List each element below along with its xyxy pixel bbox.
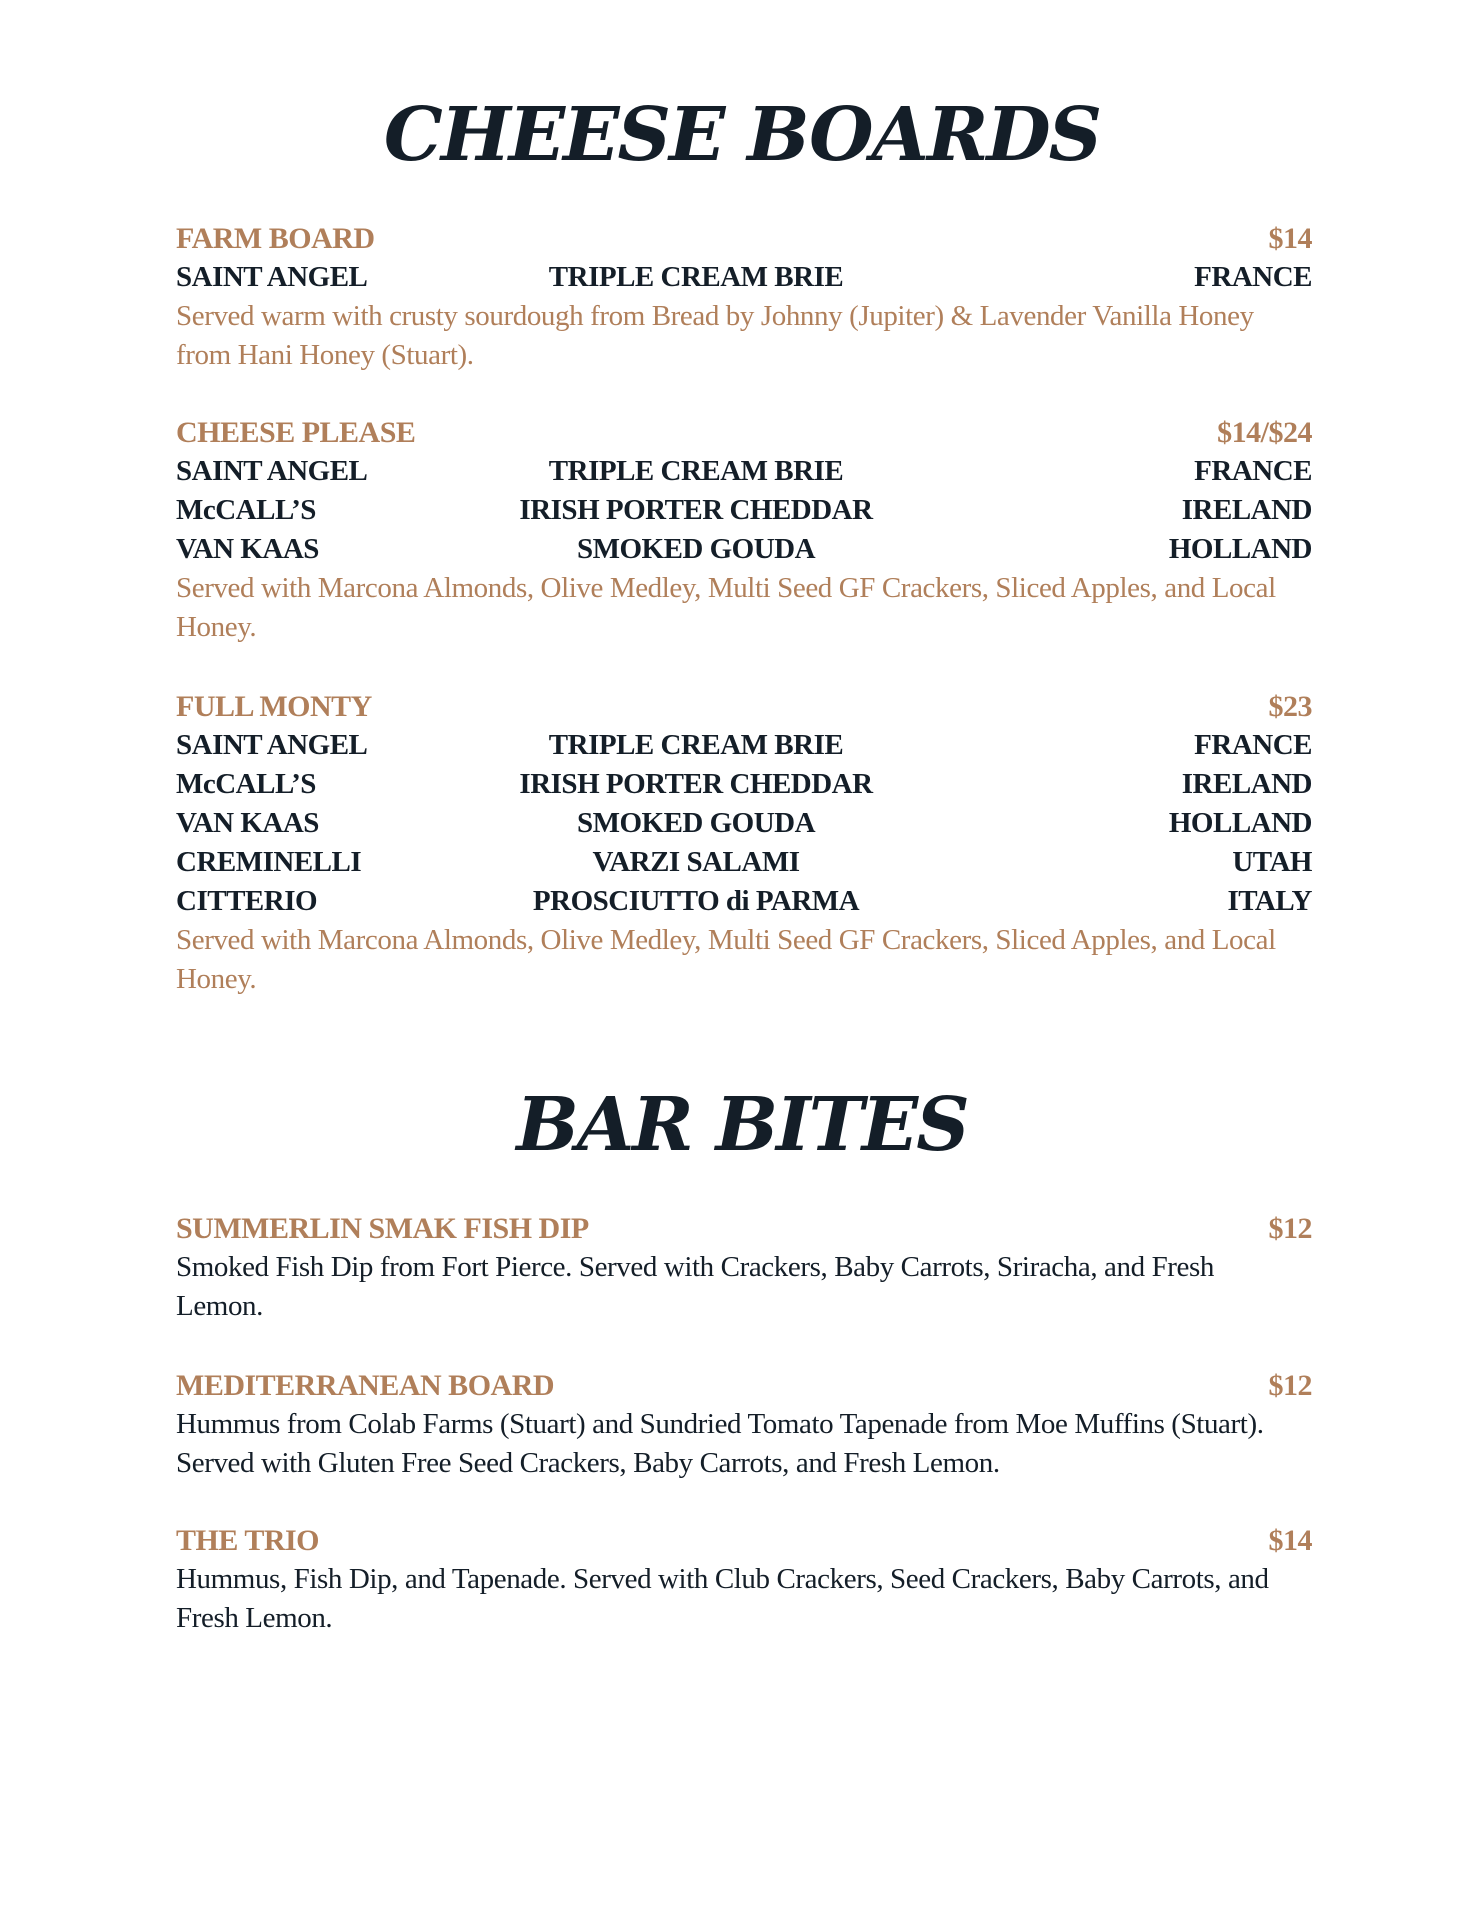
producer: VAN KAAS bbox=[176, 533, 319, 565]
board-item-row bbox=[176, 765, 1312, 804]
board-item-row bbox=[176, 491, 1312, 530]
board-item-row bbox=[176, 843, 1312, 882]
origin: HOLLAND bbox=[1168, 533, 1312, 565]
product: IRISH PORTER CHEDDAR bbox=[519, 494, 873, 526]
board-price: $14/$24 bbox=[1217, 416, 1312, 449]
producer: McCALL’S bbox=[176, 494, 316, 526]
item-price: $12 bbox=[1268, 1212, 1312, 1245]
origin: IRELAND bbox=[1181, 494, 1312, 526]
bar-bites-title: BAR BITES bbox=[516, 1082, 968, 1168]
product: PROSCIUTTO di PARMA bbox=[532, 885, 860, 917]
origin: IRELAND bbox=[1181, 768, 1312, 800]
origin: ITALY bbox=[1227, 885, 1312, 917]
product: TRIPLE CREAM BRIE bbox=[548, 729, 844, 761]
board-item-row bbox=[176, 804, 1312, 843]
board-name: CHEESE PLEASE bbox=[176, 416, 416, 449]
board-item-row bbox=[176, 258, 1312, 297]
mediterranean-board-item bbox=[176, 1367, 1312, 1483]
producer: VAN KAAS bbox=[176, 807, 319, 839]
origin: HOLLAND bbox=[1168, 807, 1312, 839]
product: SMOKED GOUDA bbox=[576, 533, 816, 565]
producer: SAINT ANGEL bbox=[176, 729, 368, 761]
item-name: SUMMERLIN SMAK FISH DIP bbox=[176, 1212, 589, 1245]
item-price: $12 bbox=[1268, 1369, 1312, 1402]
board-price: $23 bbox=[1268, 690, 1312, 723]
cheese-please-board bbox=[176, 414, 1312, 647]
origin: UTAH bbox=[1232, 846, 1312, 878]
board-header bbox=[176, 688, 1312, 726]
producer: CITTERIO bbox=[176, 885, 318, 917]
cheese-boards-title: CHEESE BOARDS bbox=[383, 92, 1101, 178]
board-description: Served warm with crusty sourdough from Bread by Johnny (Jupiter) & Lavender Vanilla Honey from Hani Honey (Stuart). bbox=[176, 300, 1254, 371]
fish-dip-item bbox=[176, 1210, 1312, 1326]
producer: CREMINELLI bbox=[176, 846, 362, 878]
the-trio-item bbox=[176, 1522, 1312, 1638]
board-item-row bbox=[176, 726, 1312, 765]
item-header bbox=[176, 1367, 1312, 1405]
board-price: $14 bbox=[1268, 222, 1312, 255]
origin: FRANCE bbox=[1194, 261, 1312, 293]
farm-board bbox=[176, 220, 1312, 375]
board-item-row bbox=[176, 882, 1312, 921]
item-description: Smoked Fish Dip from Fort Pierce. Served with Crackers, Baby Carrots, Sriracha, and Fresh Lemon. bbox=[176, 1251, 1215, 1322]
origin: FRANCE bbox=[1194, 455, 1312, 487]
item-name: MEDITERRANEAN BOARD bbox=[176, 1369, 555, 1402]
product: IRISH PORTER CHEDDAR bbox=[519, 768, 873, 800]
item-name: THE TRIO bbox=[176, 1524, 319, 1557]
full-monty-board bbox=[176, 688, 1312, 999]
product: TRIPLE CREAM BRIE bbox=[548, 261, 844, 293]
item-header bbox=[176, 1522, 1312, 1560]
producer: SAINT ANGEL bbox=[176, 455, 368, 487]
item-header bbox=[176, 1210, 1312, 1248]
board-description: Served with Marcona Almonds, Olive Medley, Multi Seed GF Crackers, Sliced Apples, and Local Honey. bbox=[176, 924, 1276, 995]
board-header bbox=[176, 220, 1312, 258]
board-item-row bbox=[176, 530, 1312, 569]
producer: SAINT ANGEL bbox=[176, 261, 368, 293]
producer: McCALL’S bbox=[176, 768, 316, 800]
board-name: FULL MONTY bbox=[176, 690, 372, 723]
item-description: Hummus, Fish Dip, and Tapenade. Served with Club Crackers, Seed Crackers, Baby Carrots, and Fresh Lemon. bbox=[176, 1563, 1269, 1634]
origin: FRANCE bbox=[1194, 729, 1312, 761]
board-description: Served with Marcona Almonds, Olive Medley, Multi Seed GF Crackers, Sliced Apples, and Local Honey. bbox=[176, 572, 1276, 643]
product: SMOKED GOUDA bbox=[576, 807, 816, 839]
product: VARZI SALAMI bbox=[592, 846, 800, 878]
board-name: FARM BOARD bbox=[176, 222, 375, 255]
product: TRIPLE CREAM BRIE bbox=[548, 455, 844, 487]
item-description: Hummus from Colab Farms (Stuart) and Sundried Tomato Tapenade from Moe Muffins (Stuart). Served with Gluten Free Seed Crackers, Baby Carrots, and Fresh Lemon. bbox=[176, 1408, 1264, 1479]
board-header bbox=[176, 414, 1312, 452]
item-price: $14 bbox=[1268, 1524, 1312, 1557]
board-item-row bbox=[176, 452, 1312, 491]
